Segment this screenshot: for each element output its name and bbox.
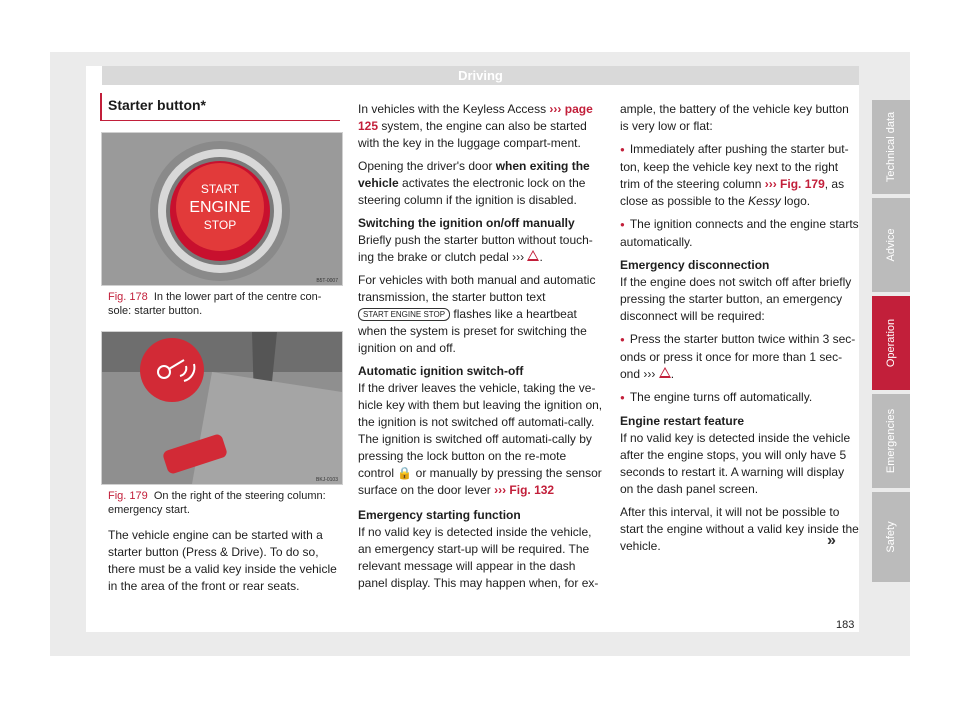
figure-code: BKJ-0103 — [316, 477, 338, 483]
text: If the driver leaves the vehicle, taking the ve-hicle key with them but leaving the ignition on, the ignition is not switched off automati-cally. The ignition is switched off automati-cally by pressing the lock button on the re-mote control — [358, 381, 603, 480]
running-header: Driving — [102, 66, 859, 85]
restart-paragraph: If no valid key is detected inside the vehicle after the engine stops, you will only have 5 seconds to restart it. A warning will display on the dash panel screen. — [620, 431, 851, 496]
heading-restart: Engine restart feature — [620, 414, 745, 428]
fig178-label: Fig. 178 — [108, 291, 148, 303]
title-accent — [100, 93, 102, 121]
bullet-4: ● The engine turns off automatically. — [620, 389, 860, 407]
starter-button-illustration — [102, 133, 342, 285]
lock-icon: 🔒 — [397, 466, 413, 480]
keyless-paragraph — [358, 101, 604, 152]
text: activates the electronic lock on the steering column if the ignition is disabled. — [358, 176, 586, 207]
intro-paragraph: The vehicle engine can be started with a starter button (Press & Drive). To do so, there must be a valid key inside the vehicle in the area of the front or rear seats. — [108, 528, 337, 593]
page-125-link[interactable]: ››› page 125 — [358, 102, 593, 133]
text: For vehicles with both manual and automatic transmission, the starter button text — [358, 273, 596, 304]
emergency-start-paragraph: If no valid key is detected inside the vehicle, an emergency start-up will be required. The relevant message will appear in the dash panel display. This may happen when, for ex- — [358, 525, 599, 590]
text: Press the starter button twice within 3 sec-onds or press it once for more than 1 sec-ond ››› — [620, 332, 856, 381]
door-paragraph — [358, 158, 604, 209]
battery-paragraph: ample, the battery of the vehicle key button is very low or flat: — [620, 102, 849, 133]
text: Briefly push the starter button without touch-ing the brake or clutch pedal ››› — [358, 233, 593, 264]
emergency-start-illustration — [102, 332, 342, 484]
bullet-3: ● Press the starter button twice within 3 sec-onds or press it once for more than 1 sec-ond ››› . — [620, 331, 860, 383]
button-line-1: START — [200, 182, 240, 196]
figure-178 — [101, 132, 343, 286]
bullet-1 — [620, 141, 860, 210]
heading-emergency-start: Emergency starting function — [358, 508, 521, 522]
heading-manual: Switching the ignition on/off manually — [358, 216, 575, 230]
warning-icon[interactable] — [659, 367, 671, 378]
bullet-2: ● The ignition connects and the engine starts automatically. — [620, 216, 860, 251]
fig179-caption — [108, 489, 338, 517]
fig178-caption-text: In the lower part of the centre con-sole: starter button. — [108, 291, 322, 317]
start-engine-stop-key: START ENGINE STOP — [358, 308, 450, 321]
page-number: 183 — [836, 619, 855, 631]
tab-label: Advice — [885, 228, 897, 262]
column-3 — [620, 101, 860, 561]
fig-179-link[interactable]: ››› Fig. 179 — [764, 177, 825, 191]
manual-paragraph: Briefly push the starter button without touch-ing the brake or clutch pedal ››› . — [358, 233, 593, 264]
tab-safety[interactable] — [872, 492, 910, 582]
text: Opening the driver's door — [358, 159, 496, 173]
tab-label: Technical data — [885, 111, 897, 183]
tab-label: Emergencies — [885, 408, 897, 474]
text: or manually by pressing the sensor surface on the door lever — [358, 466, 602, 497]
tab-technical-data[interactable] — [872, 100, 910, 194]
text: flashes like a heartbeat when the system is preset for switching the ignition on and off. — [358, 307, 587, 355]
section-title: Starter button* — [108, 97, 206, 113]
tab-label: Safety — [885, 521, 897, 553]
button-line-2: ENGINE — [189, 199, 251, 216]
transmission-paragraph — [358, 272, 604, 357]
heading-auto-off: Automatic ignition switch-off — [358, 364, 524, 378]
fig-132-link[interactable]: ››› Fig. 132 — [494, 483, 555, 497]
text: In vehicles with the Keyless Access — [358, 102, 550, 116]
fig178-caption — [108, 290, 338, 318]
button-line-3: STOP — [203, 218, 237, 232]
tab-advice[interactable] — [872, 198, 910, 292]
title-underline — [100, 120, 340, 121]
column-1 — [108, 527, 340, 601]
bold-text: when exiting the vehicle — [358, 159, 590, 190]
tab-label: Operation — [885, 318, 897, 368]
text: Immediately after pushing the starter but-ton, keep the vehicle key next to the right trim of the steering column — [620, 142, 849, 191]
text: system, the engine can also be started with the key in the luggage compart-ment. — [358, 119, 587, 150]
interval-paragraph: After this interval, it will not be possible to start the engine without a valid key inside the vehicle. — [620, 505, 859, 553]
kessy-text: Kessy — [748, 194, 781, 208]
auto-off-paragraph — [358, 380, 604, 499]
column-2 — [358, 101, 604, 598]
continued-icon: » — [827, 532, 836, 549]
fig179-label: Fig. 179 — [108, 490, 148, 502]
tab-emergencies[interactable] — [872, 394, 910, 488]
text: , as close as possible to the — [620, 177, 845, 208]
tab-operation[interactable] — [872, 296, 910, 390]
disconnect-paragraph: If the engine does not switch off after briefly pressing the starter button, an emergency disconnect will be required: — [620, 275, 852, 323]
heading-emergency-disconnect: Emergency disconnection — [620, 258, 770, 272]
figure-179 — [101, 331, 343, 485]
figure-code: B5T-0007 — [316, 278, 338, 284]
fig179-caption-text: On the right of the steering column: emergency start. — [108, 490, 326, 516]
text: logo. — [780, 194, 811, 208]
warning-icon[interactable] — [527, 250, 539, 261]
